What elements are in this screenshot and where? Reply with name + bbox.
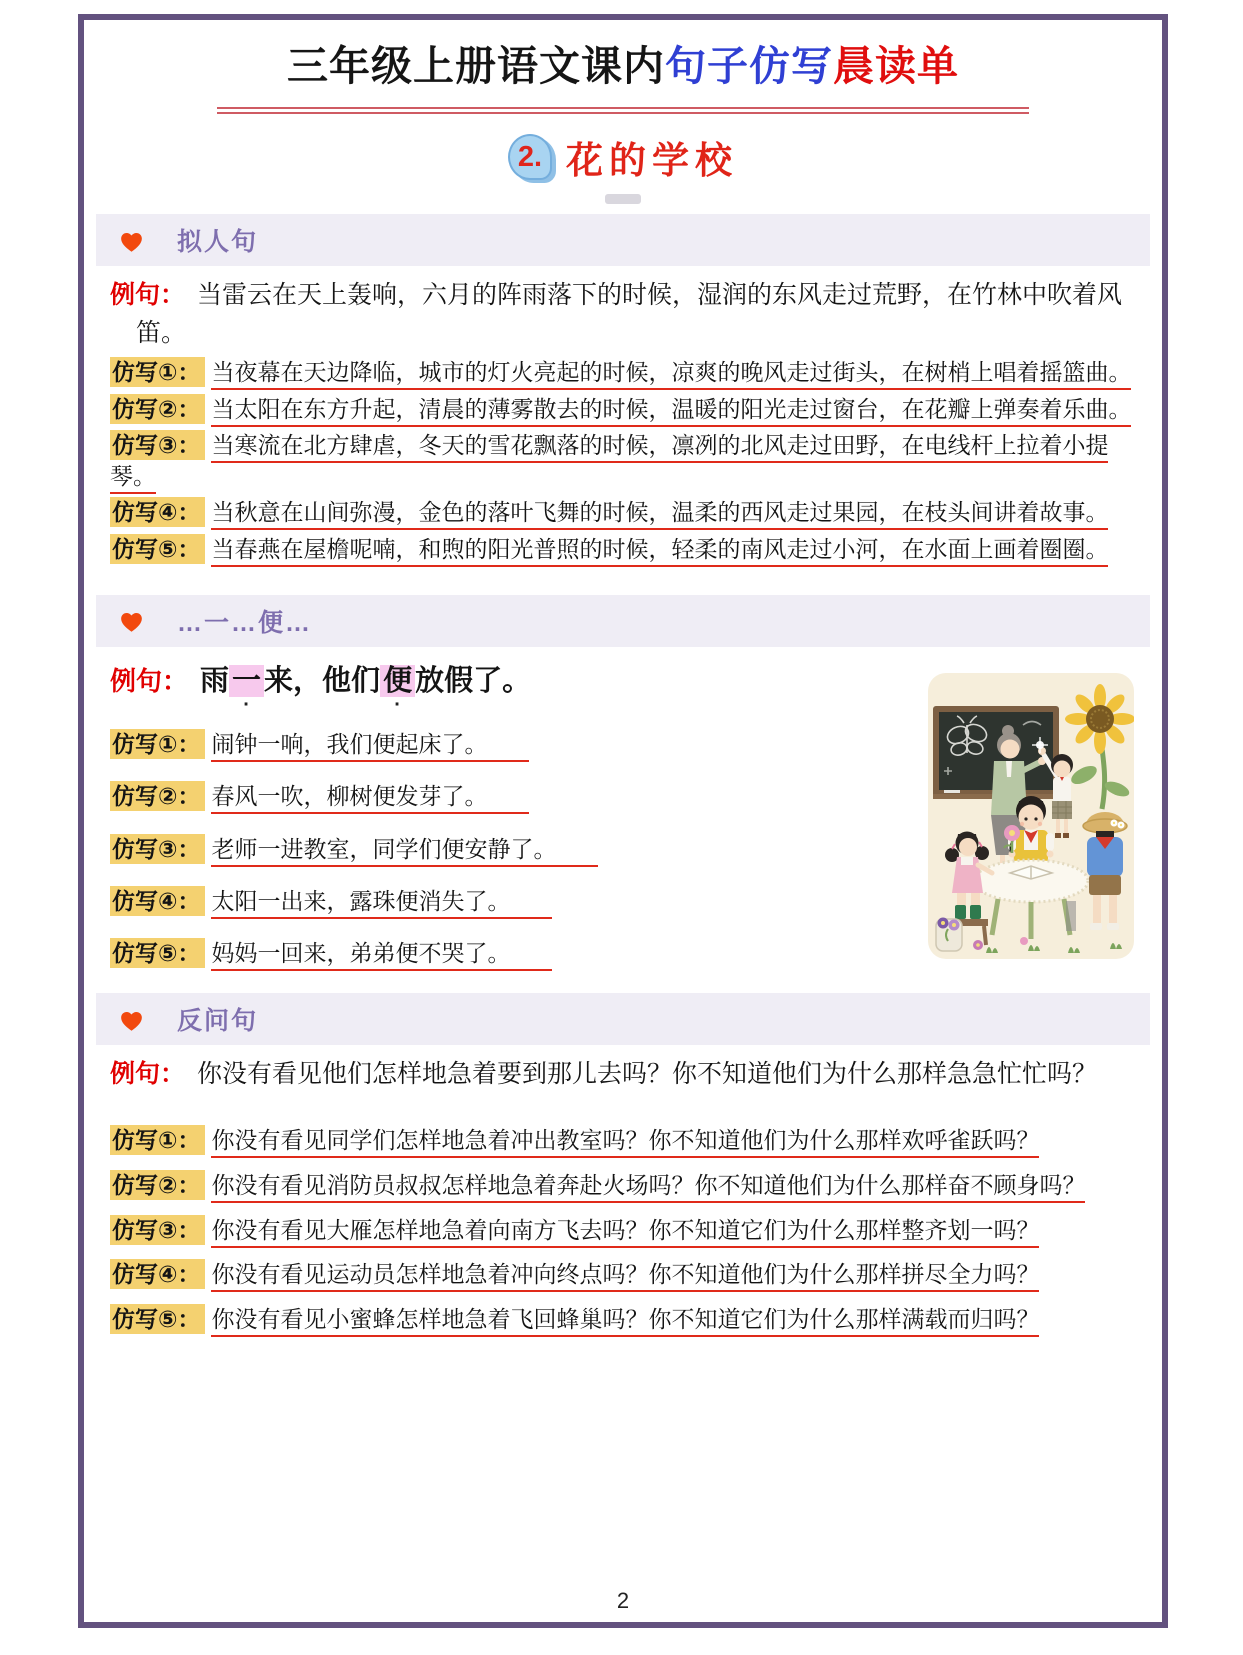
imitation-row [110, 729, 760, 760]
imitation-row [110, 1123, 1136, 1159]
title-part-red: 晨读单 [833, 43, 959, 89]
imitation-label: 仿写③： [110, 1215, 205, 1245]
divider-tab [605, 194, 641, 204]
imitation-text: 当夜幕在天边降临，城市的灯火亮起的时候，凉爽的晚风走过街头，在树梢上唱着摇篮曲。 [211, 359, 1131, 390]
imitation-row [110, 430, 1136, 493]
section-header-rhetorical [96, 993, 1150, 1045]
emphasized-char [380, 664, 415, 716]
imitation-label: 仿写④： [110, 497, 205, 527]
imitation-label: 仿写⑤： [110, 938, 205, 968]
page-number: 2 [616, 1588, 630, 1613]
page-title [110, 38, 1136, 95]
example-text: 当雷云在天上轰响，六月的阵雨落下的时候，湿润的东风走过荒野，在竹林中吹着风笛。 [136, 281, 1123, 348]
imitation-text: 太阳一出来，露珠便消失了。 [211, 888, 552, 919]
example-label: 例句： [110, 665, 189, 696]
imitation-label: 仿写⑤： [110, 1304, 205, 1334]
heart-icon [118, 608, 145, 633]
heart-icon [118, 228, 145, 253]
imitation-text: 你没有看见大雁怎样地急着向南方飞去吗？你不知道它们为什么那样整齐划一吗？ [211, 1217, 1039, 1248]
lesson-heading [110, 130, 1136, 184]
imitation-label: 仿写①： [110, 357, 205, 387]
imitation-row [110, 534, 1136, 565]
imitation-label: 仿写①： [110, 1125, 205, 1155]
imitation-text: 闹钟一响，我们便起床了。 [211, 731, 529, 762]
imitation-label: 仿写②： [110, 781, 205, 811]
imitation-text: 妈妈一回来，弟弟便不哭了。 [211, 940, 552, 971]
imitation-text: 你没有看见同学们怎样地急着冲出教室吗？你不知道他们为什么那样欢呼雀跃吗？ [211, 1127, 1039, 1158]
imitation-row [110, 938, 760, 969]
imitation-text: 当秋意在山间弥漫，金色的落叶飞舞的时候，温柔的西风走过果园，在枝头间讲着故事。 [211, 499, 1108, 530]
imitation-row [110, 394, 1136, 425]
imitation-row [110, 1302, 1136, 1338]
imitation-label: 仿写②： [110, 1170, 205, 1200]
emphasis-dot: · [243, 693, 250, 716]
section-heading: 反问句 [177, 1007, 259, 1036]
rhetorical-section [110, 993, 1136, 1337]
example-text-part: 雨 [200, 664, 230, 697]
lesson-number-badge [508, 134, 552, 180]
imitation-label: 仿写③： [110, 834, 205, 864]
imitation-text: 春风一吹，柳树便发芽了。 [211, 783, 529, 814]
emphasis-dot: · [394, 693, 401, 716]
imitation-row [110, 781, 760, 812]
example-label: 例句： [110, 281, 186, 310]
imitation-text: 老师一进教室，同学们便安静了。 [211, 836, 598, 867]
imitation-row [110, 1213, 1136, 1249]
imitation-row [110, 834, 760, 865]
title-part-blue: 句子仿写 [665, 43, 833, 89]
imitation-text: 当春燕在屋檐呢喃，和煦的阳光普照的时候，轻柔的南风走过小河，在水面上画着圈圈。 [211, 536, 1108, 567]
imitation-row [110, 1257, 1136, 1293]
title-divider [217, 107, 1029, 114]
imitation-text: 你没有看见消防员叔叔怎样地急着奔赴火场吗？你不知道他们为什么那样奋不顾身吗？ [211, 1172, 1085, 1203]
title-part-black: 三年级上册语文课内 [287, 43, 665, 89]
emphasized-char [229, 664, 264, 716]
imitation-text: 你没有看见运动员怎样地急着冲向终点吗？你不知道他们为什么那样拼尽全力吗？ [211, 1261, 1039, 1292]
imitation-label: 仿写④： [110, 886, 205, 916]
section-heading: 拟人句 [177, 228, 259, 257]
lesson-title: 花的学校 [566, 141, 738, 183]
imitation-row [110, 1168, 1136, 1204]
heart-icon [118, 1007, 145, 1032]
example-text-part: 来，他们 [264, 664, 381, 697]
page-frame [78, 14, 1168, 1628]
imitation-text: 当太阳在东方升起，清晨的薄雾散去的时候，温暖的阳光走过窗台，在花瓣上弹奏着乐曲。 [211, 396, 1131, 427]
imitation-label: 仿写②： [110, 394, 205, 424]
section-heading: …一…便… [177, 608, 313, 637]
imitation-label: 仿写④： [110, 1259, 205, 1289]
imitation-label: 仿写⑤： [110, 534, 205, 564]
imitation-row [110, 357, 1136, 388]
section-header-pattern [96, 595, 1150, 647]
imitation-text: 当寒流在北方肆虐，冬天的雪花飘落的时候，凛冽的北风走过田野，在电线杆上拉着小提琴。 [110, 432, 1108, 494]
example-sentence [110, 1055, 1136, 1093]
classroom-illustration [928, 673, 1134, 959]
emphasized-char-text: 便 [383, 664, 413, 697]
example-text: 你没有看见他们怎样地急着要到那儿去吗？你不知道他们为什么那样急急忙忙吗？ [197, 1060, 1098, 1089]
emphasized-char-text: 一 [232, 664, 262, 697]
example-sentence [110, 276, 1136, 352]
section-header-personification [96, 214, 1150, 266]
imitation-label: 仿写①： [110, 729, 205, 759]
lesson-number: 2. [517, 140, 543, 173]
pattern-section-body [110, 659, 1136, 969]
example-text-part: 放假了。 [415, 664, 532, 697]
example-label: 例句： [110, 1060, 186, 1089]
imitation-row [110, 886, 760, 917]
imitation-label: 仿写③： [110, 430, 205, 460]
imitation-row [110, 497, 1136, 528]
imitation-text: 你没有看见小蜜蜂怎样地急着飞回蜂巢吗？你不知道它们为什么那样满载而归吗？ [211, 1306, 1039, 1337]
